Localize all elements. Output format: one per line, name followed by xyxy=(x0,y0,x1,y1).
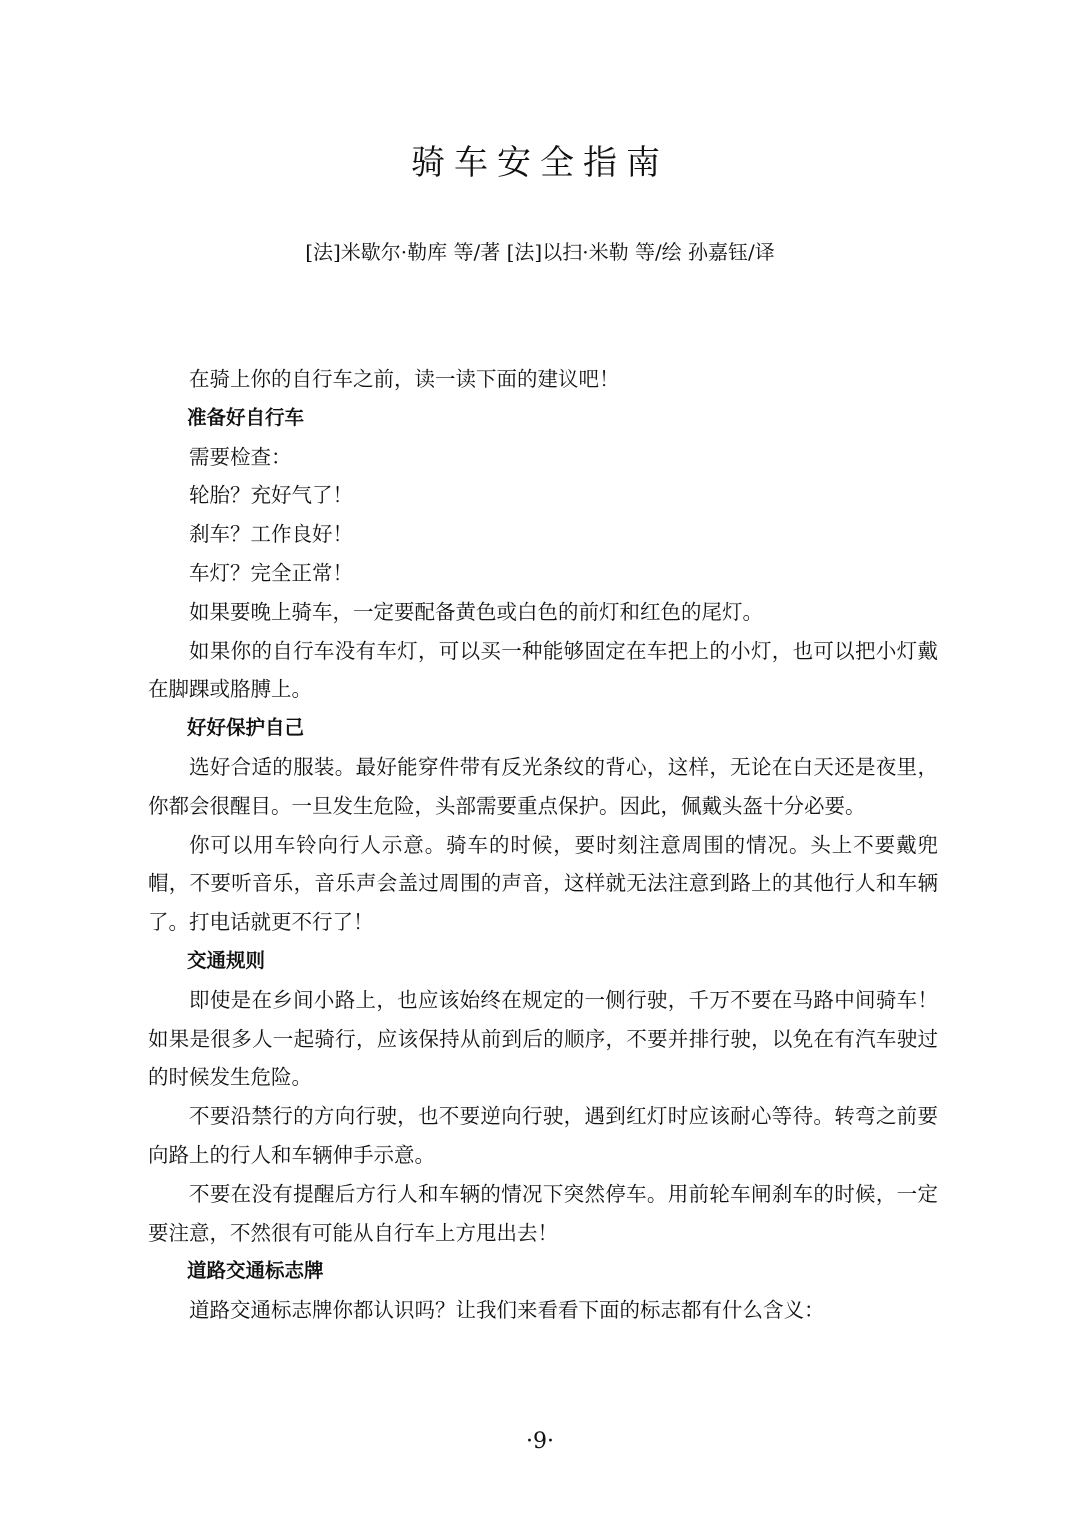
section-heading-road-signs: 道路交通标志牌 xyxy=(187,1259,324,1283)
author-byline: [法]米歇尔·勒库 等/著 [法]以扫·米勒 等/绘 孙嘉钰/译 xyxy=(305,240,775,264)
section-heading-protect-yourself: 好好保护自己 xyxy=(187,716,305,740)
paragraph-road-signs: 道路交通标志牌你都认识吗？让我们来看看下面的标志都有什么含义： xyxy=(189,1298,825,1323)
checklist-item-tires: 轮胎？充好气了！ xyxy=(189,483,353,508)
paragraph-direction: 不要沿禁行的方向行驶，也不要逆向行驶，遇到红灯时应该耐心等待。转弯之前要向路上的行人和车辆伸手示意。 xyxy=(148,1104,938,1167)
section-heading-traffic-rules: 交通规则 xyxy=(187,948,266,972)
paragraph-stopping: 不要在没有提醒后方行人和车辆的情况下突然停车。用前轮车闸刹车的时候，一定要注意，不然很有可能从自行车上方甩出去！ xyxy=(148,1181,938,1245)
paragraph-lane-keeping: 即使是在乡间小路上，也应该始终在规定的一侧行驶，千万不要在马路中间骑车！如果是很多人一起骑行，应该保持从前到后的顺序，不要并排行驶，以免在有汽车驶过的时候发生危险。 xyxy=(148,987,938,1090)
section-heading-prepare-bike: 准备好自行车 xyxy=(187,405,305,429)
paragraph-extra-lights: 如果你的自行车没有车灯，可以买一种能够固定在车把上的小灯，也可以把小灯戴在脚踝或胳膊上。 xyxy=(148,638,938,702)
article-title: 骑车安全指南 xyxy=(411,143,669,183)
checklist-intro: 需要检查： xyxy=(189,444,292,469)
page-number: ·9· xyxy=(526,1429,554,1454)
paragraph-night-lights: 如果要晚上骑车，一定要配备黄色或白色的前灯和红色的尾灯。 xyxy=(189,599,763,624)
intro-paragraph: 在骑上你的自行车之前，读一读下面的建议吧！ xyxy=(189,367,620,391)
paragraph-clothing: 选好合适的服装。最好能穿件带有反光条纹的背心，这样，无论在白天还是夜里，你都会很醒目。一旦发生危险，头部需要重点保护。因此，佩戴头盔十分必要。 xyxy=(148,754,938,818)
checklist-item-lights: 车灯？完全正常！ xyxy=(189,560,353,585)
paragraph-awareness: 你可以用车铃向行人示意。骑车的时候，要时刻注意周围的情况。头上不要戴兜帽，不要听音乐，音乐声会盖过周围的声音，这样就无法注意到路上的其他行人和车辆了。打电话就更不行了！ xyxy=(148,832,938,935)
checklist-item-brakes: 刹车？工作良好！ xyxy=(189,522,353,547)
article-body xyxy=(148,360,938,1330)
